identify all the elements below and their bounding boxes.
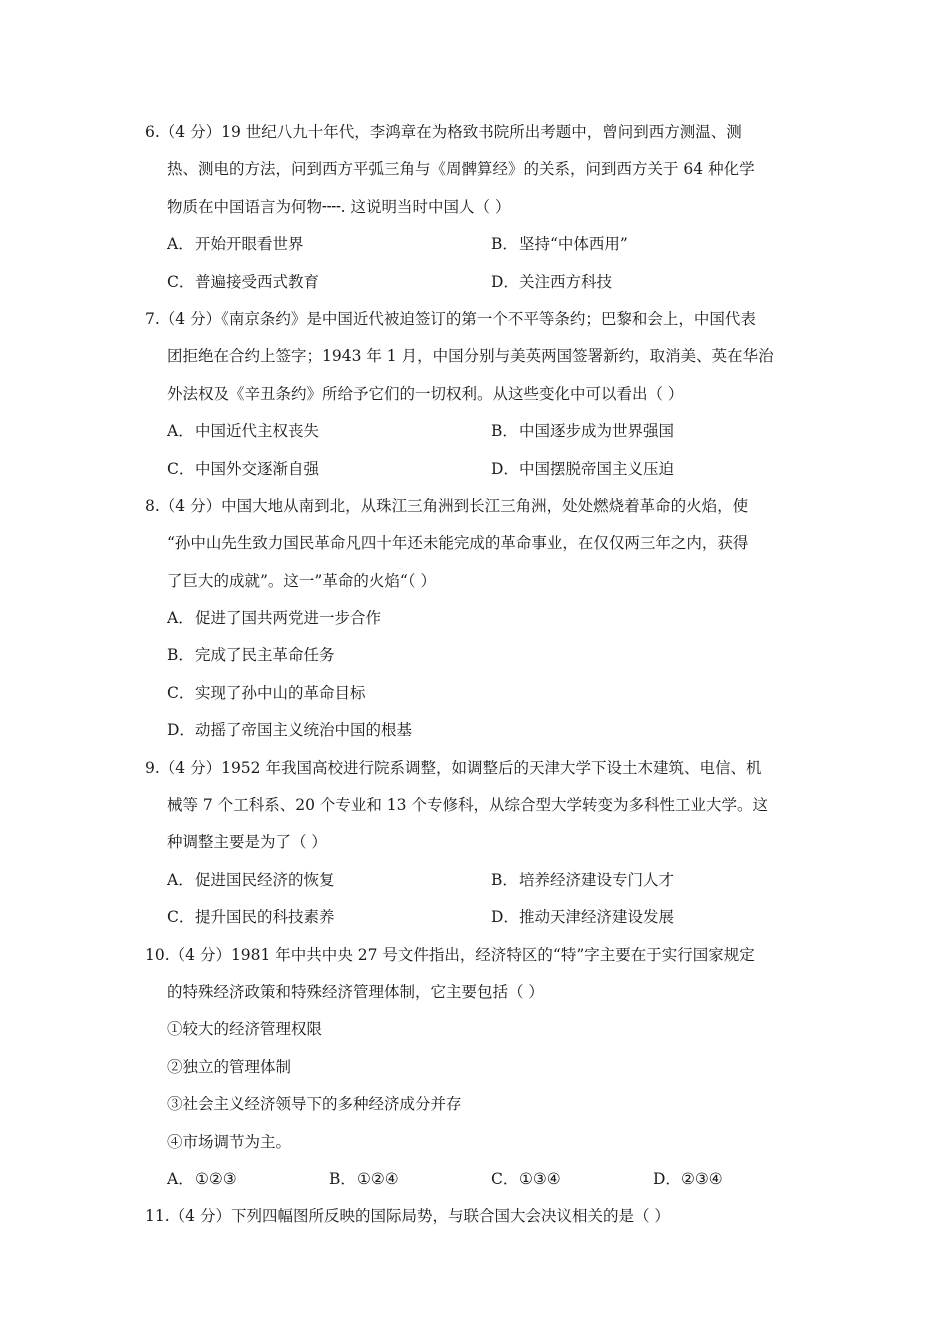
- option-c[interactable]: C．中国外交逐渐自强: [167, 459, 320, 478]
- question-11: [145, 1198, 815, 1235]
- option-row: [145, 226, 815, 263]
- question-7: [145, 301, 815, 488]
- option-c[interactable]: C．普遍接受西式教育: [167, 272, 320, 291]
- question-10: [145, 937, 815, 1199]
- question-text-line: 的特殊经济政策和特殊经济管理体制，它主要包括（ ）: [167, 982, 544, 1001]
- question-text-line: 10.（4 分）1981 年中共中央 27 号文件指出，经济特区的“特”字主要在于实行国家规定: [145, 945, 755, 964]
- option-b[interactable]: B．培养经济建设专门人才: [491, 870, 675, 889]
- question-text-line: 外法权及《辛丑条约》所给予它们的一切权利。从这些变化中可以看出（ ）: [167, 384, 684, 403]
- option-c[interactable]: C．实现了孙中山的革命目标: [167, 683, 366, 702]
- option-a[interactable]: A．①②③: [167, 1169, 237, 1188]
- question-text-line: 7.（4 分）《南京条约》是中国近代被迫签订的第一个不平等条约；巴黎和会上，中国代表: [145, 309, 756, 328]
- option-row: [145, 899, 815, 936]
- statement-item: ①较大的经济管理权限: [167, 1020, 323, 1039]
- question-text-line: 11.（4 分）下列四幅图所反映的国际局势，与联合国大会决议相关的是（ ）: [145, 1207, 670, 1226]
- option-d[interactable]: D．关注西方科技: [491, 272, 613, 291]
- option-c[interactable]: C．提升国民的科技素养: [167, 908, 335, 927]
- option-row: [145, 264, 815, 301]
- option-a[interactable]: A．促进国民经济的恢复: [167, 870, 335, 889]
- question-list: [145, 114, 815, 1236]
- question-text-line: 9.（4 分）1952 年我国高校进行院系调整，如调整后的天津大学下设土木建筑、电信、机: [145, 758, 762, 777]
- option-row: [145, 862, 815, 899]
- option-d[interactable]: D．动摇了帝国主义统治中国的根基: [167, 721, 413, 740]
- question-text-line: 了巨大的成就”。这一”革命的火焰“（ ）: [167, 571, 436, 590]
- question-text-line: 械等 7 个工科系、20 个专业和 13 个专修科，从综合型大学转变为多科性工业大学。这: [167, 796, 768, 815]
- option-b[interactable]: B．①②④: [329, 1169, 399, 1188]
- question-text-line: 物质在中国语言为何物╌╌. 这说明当时中国人（ ）: [167, 197, 511, 216]
- option-a[interactable]: A．开始开眼看世界: [167, 235, 304, 254]
- question-8: [145, 488, 815, 750]
- question-9: [145, 750, 815, 937]
- question-text-line: 8.（4 分）中国大地从南到北，从珠江三角洲到长江三角洲，处处燃烧着革命的火焰，使: [145, 496, 749, 515]
- statement-item: ③社会主义经济领导下的多种经济成分并存: [167, 1095, 462, 1114]
- option-row: [145, 451, 815, 488]
- statement-item: ②独立的管理体制: [167, 1057, 292, 1076]
- option-row: [145, 413, 815, 450]
- option-c[interactable]: C．①③④: [491, 1169, 561, 1188]
- option-b[interactable]: B．中国逐步成为世界强国: [491, 422, 675, 441]
- question-6: [145, 114, 815, 301]
- option-a[interactable]: A．促进了国共两党进一步合作: [167, 609, 382, 628]
- option-d[interactable]: D．推动天津经济建设发展: [491, 908, 675, 927]
- question-text-line: 种调整主要是为了（ ）: [167, 833, 327, 852]
- question-text-line: 6.（4 分）19 世纪八九十年代，李鸿章在为格致书院所出考题中，曾问到西方测温、测: [145, 123, 742, 141]
- statement-item: ④市场调节为主。: [167, 1132, 292, 1151]
- option-d[interactable]: D．中国摆脱帝国主义压迫: [491, 459, 675, 478]
- option-a[interactable]: A．中国近代主权丧失: [167, 422, 320, 441]
- option-row: [145, 1161, 815, 1198]
- question-text-line: “孙中山先生致力国民革命凡四十年还未能完成的革命事业，在仅仅两三年之内，获得: [167, 534, 749, 553]
- question-text-line: 团拒绝在合约上签字；1943 年 1 月，中国分别与美英两国签署新约，取消美、英在华治: [167, 347, 774, 366]
- question-text-line: 热、测电的方法，问到西方平弧三角与《周髀算经》的关系，问到西方关于 64 种化学: [167, 160, 755, 179]
- option-b[interactable]: B．完成了民主革命任务: [167, 646, 335, 665]
- option-d[interactable]: D．②③④: [653, 1169, 723, 1188]
- option-b[interactable]: B．坚持“中体西用”: [491, 235, 628, 254]
